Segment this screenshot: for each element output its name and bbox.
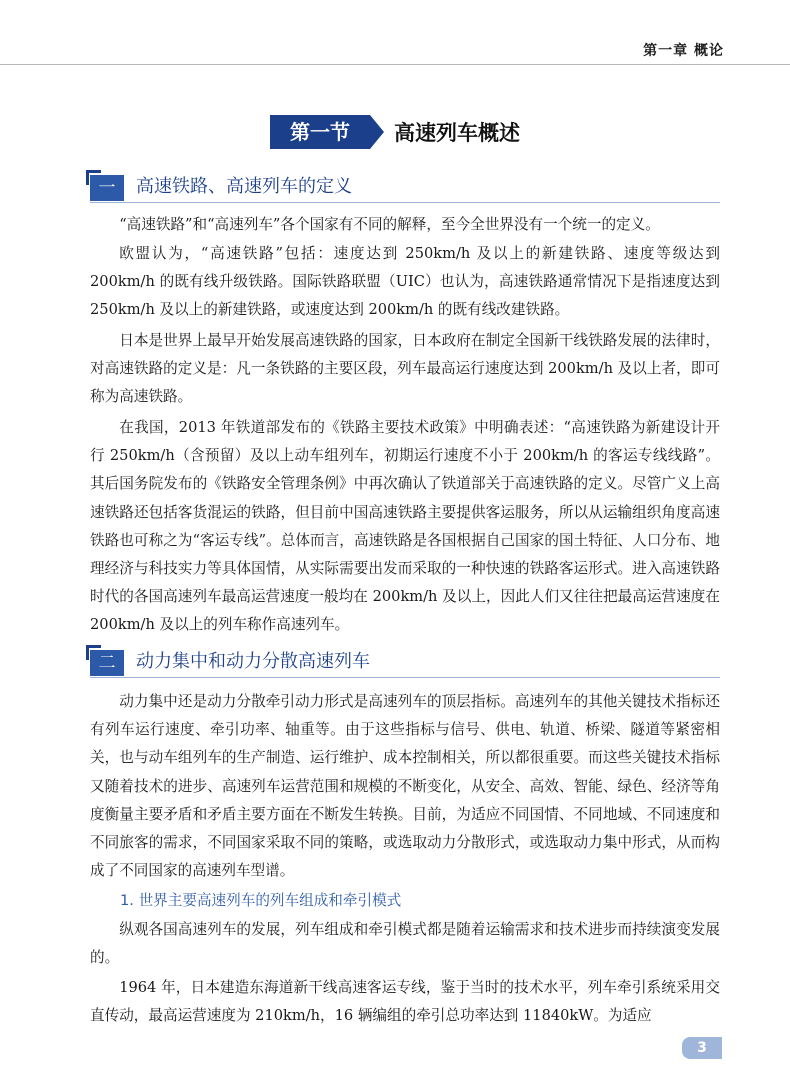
heading-rule xyxy=(90,677,720,678)
paragraph: 纵观各国高速列车的发展，列车组成和牵引模式都是随着运输需求和技术进步而持续演变发展的。 xyxy=(90,921,720,967)
heading-rule xyxy=(90,202,720,203)
section-heading: 高速列车概述 xyxy=(394,121,520,145)
subheading: 1. 世界主要高速列车的列车组成和牵引模式 xyxy=(120,892,402,909)
section-title xyxy=(0,115,790,149)
heading-text: 高速铁路、高速列车的定义 xyxy=(136,176,352,197)
running-header: 第一章 概论 xyxy=(643,43,724,59)
section-label: 第一节 xyxy=(270,115,370,149)
paragraph: 在我国，2013 年铁道部发布的《铁路主要技术政策》中明确表述：“高速铁路为新建设计开行 250km/h（含预留）及以上动车组列车，初期运行速度不小于 200km/h 的客运专线线路”。其后国务院发布的《铁路安全管理条例》中再次确认了铁道部关于高速铁路的定义。尽管广义上高速铁路还包括客货混运的铁路，但目前中国高速铁路主要提供客运服务，所以从运输组织角度高速铁路也可称之为“客运专线”。总体而言，高速铁路是各国根据自己国家的国土特征、人口分布、地理经济与科技实力等具体国情，从实际需要出发而采取的一种快速的铁路客运形式。进入高速铁路时代的各国高速列车最高运营速度一般均在 200km/h 及以上，因此人们又往往把最高运营速度在 200km/h 及以上的列车称作高速列车。 xyxy=(90,419,720,634)
paragraph: 1964 年，日本建造东海道新干线高速客运专线，鉴于当时的技术水平，列车牵引系统采用交直传动，最高运营速度为 210km/h，16 辆编组的牵引总功率达到 11840kW。为适应 xyxy=(90,979,720,1025)
heading-text: 动力集中和动力分散高速列车 xyxy=(136,651,370,672)
heading-2 xyxy=(90,646,720,676)
page-number: 3 xyxy=(682,1037,722,1059)
paragraph: 日本是世界上最早开始发展高速铁路的国家，日本政府在制定全国新干线铁路发展的法律时，对高速铁路的定义是：凡一条铁路的主要区段，列车最高运行速度达到 200km/h 及以上者，即可称为高速铁路。 xyxy=(90,332,720,406)
heading-1 xyxy=(90,171,720,201)
paragraph: 动力集中还是动力分散牵引动力形式是高速列车的顶层指标。高速列车的其他关键技术指标还有列车运行速度、牵引功率、轴重等。由于这些指标与信号、供电、轨道、桥梁、隧道等紧密相关，也与动车组列车的生产制造、运行维护、成本控制相关，所以都很重要。而这些关键技术指标又随着技术的进步、高速列车运营范围和规模的不断变化，从安全、高效、智能、绿色、经济等角度衡量主要矛盾和矛盾主要方面在不断发生转换。目前，为适应不同国情、不同地域、不同速度和不同旅客的需求，不同国家采取不同的策略，或选取动力分散形式，或选取动力集中形式，从而构成了不同国家的高速列车型谱。 xyxy=(90,693,720,880)
paragraph: 欧盟认为，“高速铁路”包括：速度达到 250km/h 及以上的新建铁路、速度等级达到 200km/h 的既有线升级铁路。国际铁路联盟（UIC）也认为，高速铁路通常情况下是指速度达到 250km/h 及以上的新建铁路，或速度达到 200km/h 的既有线改建铁路。 xyxy=(90,245,720,319)
heading-number: 一 xyxy=(90,175,124,201)
paragraph: “高速铁路”和“高速列车”各个国家有不同的解释，至今全世界没有一个统一的定义。 xyxy=(119,216,660,233)
heading-number: 二 xyxy=(90,650,124,676)
header-rule xyxy=(0,64,790,65)
